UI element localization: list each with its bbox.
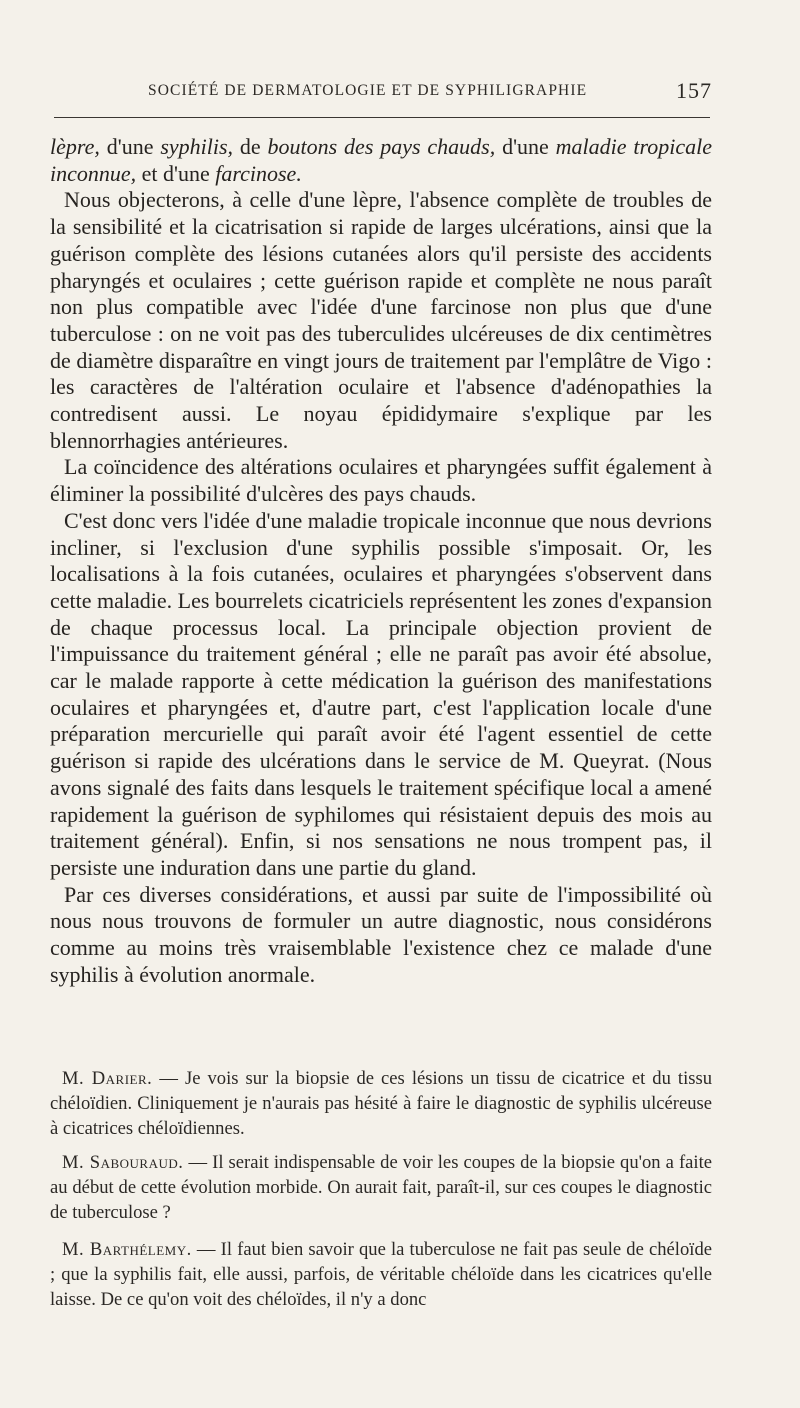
discussion-entry-darier (50, 1066, 712, 1141)
italic-term: maladie tropicale inconnue, (50, 134, 713, 186)
italic-term: syphilis, (160, 134, 234, 159)
discussion-paragraph (50, 1066, 712, 1141)
running-head-title: SOCIÉTÉ DE DERMATOLOGIE ET DE SYPHILIGRAPHIE (148, 82, 588, 99)
discussion-text: — Je vois sur la biopsie de ces lésions un tissu de cicatrice et du tissu chéloïdien. Cliniquement je n'aurais pas hésité à faire le diagnostic de syphilis ulcéreuse à cicatrices chéloïdiennes. (50, 1068, 713, 1139)
running-head (52, 80, 712, 104)
speaker-name: M. Sabouraud. (62, 1152, 184, 1173)
italic-term: lèpre, (50, 134, 100, 159)
header-rule (54, 117, 710, 118)
page-number: 157 (676, 78, 712, 103)
discussion-text: — Il serait indispensable de voir les coupes de la biopsie qu'on a faite au début de cette évolution morbide. On aurait fait, paraît-il, sur ces coupes le diagnostic de tuberculose ? (50, 1152, 712, 1223)
speaker-name: M. Darier. (62, 1068, 153, 1089)
discussion-paragraph (50, 1150, 712, 1225)
italic-term: boutons des pays chauds, (267, 134, 496, 159)
paragraph-4: C'est donc vers l'idée d'une maladie tropicale inconnue que nous devrions incliner, si l'exclusion d'une syphilis possible s'imposait. Or, les localisations à la fois cutanées, oculaires et pharyngées s'observent dans cette maladie. Les bourrelets cicatriciels représentent les zones d'expansion de chaque processus local. La principale objection provient de l'impuissance du traitement général ; elle ne paraît pas avoir été absolue, car le malade rapporte à cette médication la guérison des manifestations oculaires et pharyngées et, d'autre part, c'est l'application locale d'une préparation mercurielle qui paraît avoir été l'agent essentiel de cette guérison si rapide des ulcérations dans le service de M. Queyrat. (Nous avons signalé des faits dans lesquels le traitement spécifique local a amené rapidement la guérison de syphilomes qui résistaient depuis des mois au traitement général). Enfin, si nos sensations ne nous trompent pas, il persiste une induration dans une partie du gland. (50, 507, 712, 880)
discussion-text: — Il faut bien savoir que la tuberculose ne fait pas seule de chéloïde ; que la syphilis fait, elle aussi, parfois, de véritable chéloïde dans les cicatrices qu'elle laisse. De ce qu'on voit des chéloïdes, il n'y a donc (50, 1239, 712, 1310)
speaker-name: M. Barthélemy. (62, 1239, 192, 1260)
text-run: d'une (99, 134, 161, 159)
main-text (50, 134, 712, 989)
discussion-entry-barthelemy (50, 1237, 712, 1312)
paragraph-1 (50, 134, 712, 187)
paragraph-3: La coïncidence des altérations oculaires et pharyngées suffit également à éliminer la possibilité d'ulcères des pays chauds. (50, 454, 712, 507)
italic-term: farcinose. (215, 160, 302, 186)
paragraph-5: Par ces diverses considérations, et aussi par suite de l'impossibilité où nous nous trouvons de formuler un autre diagnostic, nous considérons comme au moins très vraisemblable l'existence chez ce malade d'une syphilis à évolution anormale. (50, 881, 712, 987)
text-run: d'une (495, 134, 556, 159)
discussion-paragraph (50, 1237, 712, 1312)
discussion-entry-sabouraud (50, 1150, 712, 1225)
text-run: et d'une (136, 160, 216, 186)
text-run: de (233, 134, 268, 159)
paragraph-2: Nous objecterons, à celle d'une lèpre, l'absence complète de troubles de la sensibilité et la cicatrisation si rapide de larges ulcérations, ainsi que la guérison complète des lésions cutanées alors qu'il persiste des accidents pharyngés et oculaires ; cette guérison rapide et complète ne nous paraît non plus compatible avec l'idée d'une farcinose non plus que d'une tuberculose : on ne voit pas des tuberculides ulcéreuses de dix centimètres de diamètre disparaître en vingt jours de traitement par l'emplâtre de Vigo : les caractères de l'altération oculaire et l'absence d'adénopathies la contredisent aussi. Le noyau épididymaire s'explique par les blennorrhagies antérieures. (50, 187, 712, 453)
